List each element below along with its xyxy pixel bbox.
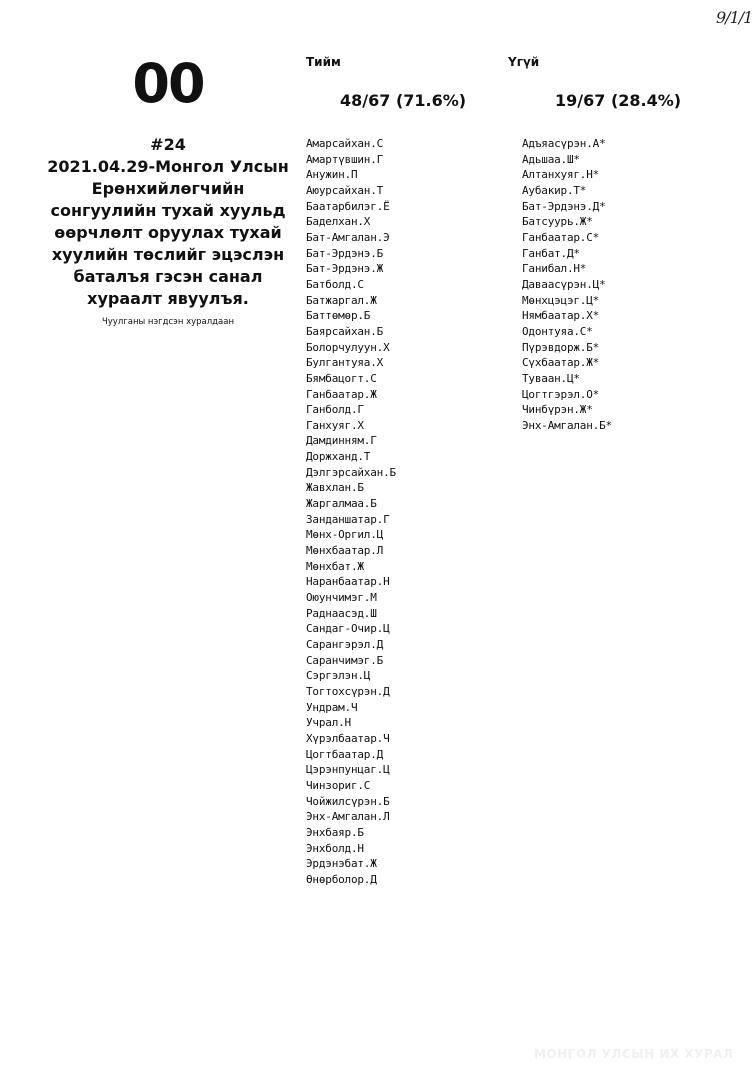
no-voter-name: Энх-Амгалан.Б* [522, 418, 612, 432]
yes-voter-name: Чойжилсүрэн.Б [306, 794, 390, 808]
no-count: 19/67 (28.4%) [555, 91, 682, 110]
yes-voter-name: Дэлгэрсайхан.Б [306, 465, 396, 479]
yes-voter-name: Бат-Эрдэнэ.Ж [306, 262, 384, 276]
yes-voter-name: Энхболд.Н [306, 841, 364, 855]
no-voter-name: Аубакир.Т* [522, 183, 587, 197]
meeting-type: Чуулганы нэгдсэн хуралдаан [101, 317, 235, 327]
yes-voter-name: Бат-Амгалан.Э [306, 230, 390, 244]
yes-voter-name: Энх-Амгалан.Л [306, 810, 390, 824]
yes-voter-name: Баатарбилэг.Ё [306, 199, 390, 213]
yes-voter-name: Сандаг-Очир.Ц [306, 622, 390, 636]
yes-voter-name: Баттөмөр.Б [306, 309, 371, 323]
handwritten-page-mark: 9/1/1 [716, 8, 753, 27]
no-voter-name: Адьшаа.Ш* [522, 152, 580, 166]
watermark: МОНГОЛ УЛСЫН ИХ ХУРАЛ [534, 1047, 734, 1061]
yes-voter-name: Бат-Эрдэнэ.Б [306, 246, 384, 260]
yes-voter-name: Мөнхбаатар.Л [306, 544, 384, 558]
yes-voter-name: Баярсайхан.Б [306, 324, 384, 338]
yes-voter-name: Батжаргал.Ж [306, 293, 377, 307]
yes-voter-name: Эрдэнэбат.Ж [306, 857, 377, 871]
yes-voter-name: Цогтбаатар.Д [306, 747, 384, 761]
no-voter-name: Чинбүрэн.Ж* [522, 403, 593, 417]
yes-voter-name: Аюурсайхан.Т [306, 183, 384, 197]
yes-voter-name: Мөнх-Оргил.Ц [306, 528, 384, 542]
yes-voter-name: Жавхлан.Б [306, 481, 364, 495]
yes-voter-name: Дамдинням.Г [306, 434, 377, 448]
session-number: #24 [150, 135, 186, 154]
no-voter-name: Туваан.Ц* [522, 371, 580, 385]
yes-voter-name: Доржханд.Т [306, 450, 371, 464]
no-voter-name: Ганибал.Н* [522, 262, 587, 276]
yes-voter-name: Мөнхбат.Ж [306, 559, 364, 573]
no-voter-name: Адъяасүрэн.А* [522, 137, 606, 150]
yes-voter-name: Оюунчимэг.М [306, 591, 377, 605]
no-voter-name: Даваасүрэн.Ц* [522, 277, 606, 291]
yes-voter-name: Батболд.С [306, 277, 364, 291]
yes-voter-name: Наранбаатар.Н [306, 575, 390, 589]
motion-block [40, 134, 296, 328]
no-voter-name: Цогтгэрэл.О* [522, 387, 600, 401]
no-voter-name: Ганбат.Д* [522, 246, 580, 260]
yes-voter-name: Баделхан.Х [306, 215, 371, 229]
yes-count: 48/67 (71.6%) [340, 91, 467, 110]
yes-voter-name: Цэрэнпунцаг.Ц [306, 763, 390, 777]
no-names-list [522, 136, 612, 433]
yes-voter-name: Ганболд.Г [306, 403, 364, 417]
yes-voter-name: Жаргалмаа.Б [306, 497, 377, 511]
no-voter-name: Батсуурь.Ж* [522, 215, 593, 229]
yes-names-list [306, 136, 396, 888]
yes-label: Тийм [306, 55, 341, 69]
no-voter-name: Алтанхуяг.Н* [522, 168, 600, 182]
yes-voter-name: Ганбаатар.Ж [306, 387, 377, 401]
no-voter-name: Нямбаатар.Х* [522, 309, 600, 323]
yes-voter-name: Сарангэрэл.Д [306, 638, 384, 651]
yes-voter-name: Учрал.Н [306, 716, 351, 730]
no-voter-name: Ганбаатар.С* [522, 230, 600, 244]
yes-voter-name: Раднаасэд.Ш [306, 606, 377, 620]
yes-voter-name: Занданшатар.Г [306, 512, 390, 526]
yes-voter-name: Амарсайхан.С [306, 137, 384, 150]
yes-voter-name: Анужин.П [306, 168, 358, 182]
no-voter-name: Мөнхцэцэг.Ц* [522, 293, 600, 307]
yes-voter-name: Ундрам.Ч [306, 700, 358, 714]
no-voter-name: Пүрэвдорж.Б* [522, 340, 600, 354]
no-voter-name: Сүхбаатар.Ж* [522, 356, 600, 370]
yes-voter-name: Саранчимэг.Б [306, 653, 384, 667]
yes-voter-name: Амартүвшин.Г [306, 152, 384, 166]
no-voter-name: Бат-Эрдэнэ.Д* [522, 199, 606, 213]
yes-voter-name: Энхбаяр.Б [306, 825, 364, 839]
yes-voter-name: Өнөрболор.Д [306, 872, 377, 886]
yes-voter-name: Тогтохсүрэн.Д [306, 684, 390, 698]
no-voter-name: Одонтуяа.С* [522, 324, 593, 338]
yes-voter-name: Сэргэлэн.Ц [306, 669, 371, 683]
yes-voter-name: Хүрэлбаатар.Ч [306, 731, 390, 745]
yes-voter-name: Болорчулуун.Х [306, 340, 390, 354]
yes-voter-name: Булгантуяа.Х [306, 356, 384, 370]
yes-voter-name: Ганхуяг.Х [306, 418, 364, 432]
record-number: 00 [132, 52, 204, 115]
yes-voter-name: Бямбацогт.С [306, 371, 377, 385]
no-label: Үгүй [508, 55, 540, 69]
yes-voter-name: Чинзориг.С [306, 778, 371, 792]
motion-text: 2021.04.29-Монгол Улсын Ерөнхийлөгчийн сонгуулийн тухай хуульд өөрчлөлт оруулах тухай хуулийн төслийг эцэслэн баталъя гэсэн санал хураалт явуулъя. [47, 157, 289, 308]
